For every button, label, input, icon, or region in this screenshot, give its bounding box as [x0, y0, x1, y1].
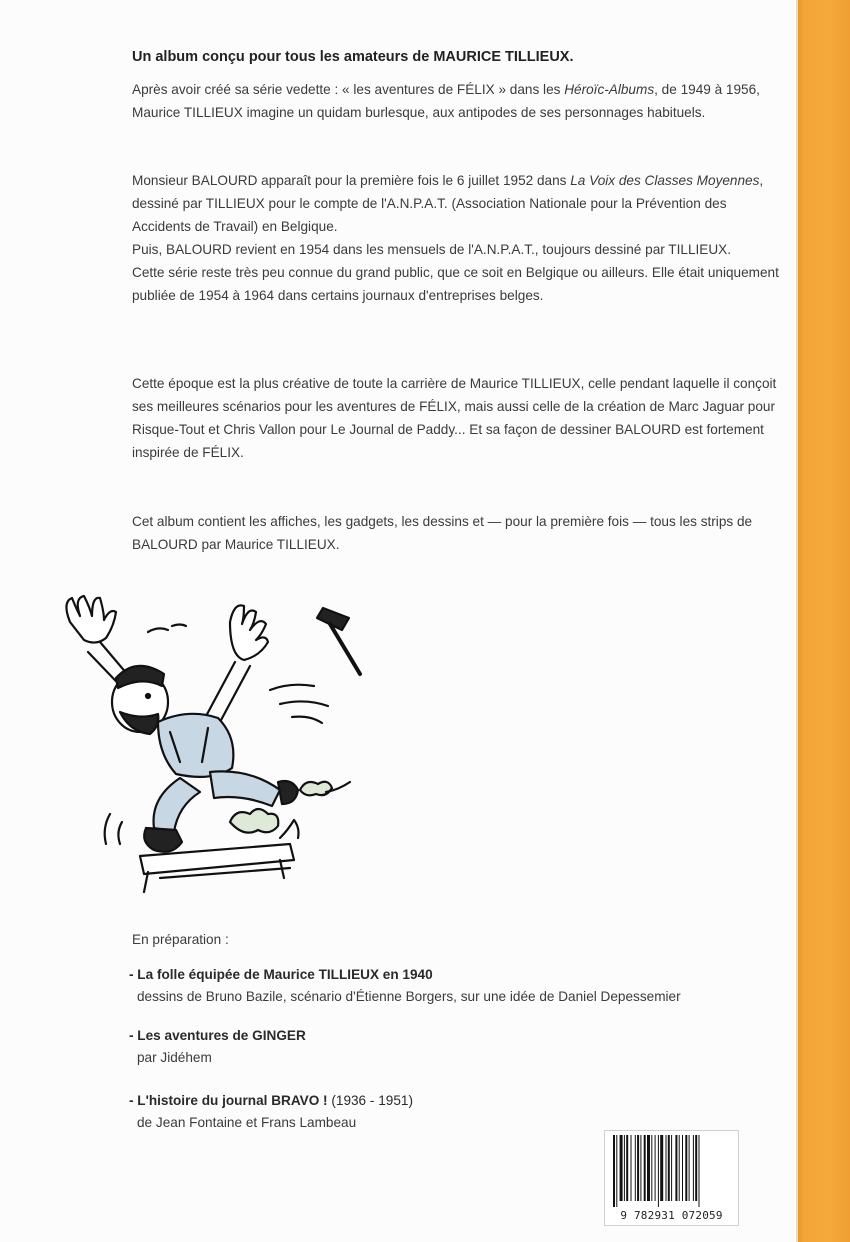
preparation-item-title-text: - Les aventures de GINGER	[129, 1028, 306, 1043]
barcode-bar	[668, 1135, 670, 1201]
barcode-bar	[651, 1135, 652, 1201]
paragraph-intro	[132, 78, 780, 124]
preparation-item-credit: par Jidéhem	[137, 1050, 212, 1065]
barcode-bar	[675, 1135, 677, 1201]
preparation-item	[129, 1090, 779, 1133]
preparation-item-title	[129, 1025, 779, 1047]
barcode-bar	[695, 1135, 697, 1201]
barcode-bar	[626, 1135, 628, 1201]
preparation-item-credit: dessins de Bruno Bazile, scénario d'Étienne Borgers, sur une idée de Daniel Depessemier	[137, 989, 681, 1004]
isbn-barcode	[604, 1130, 739, 1226]
barcode-bar	[644, 1135, 646, 1201]
barcode-bar	[647, 1135, 650, 1201]
barcode-bar	[640, 1135, 641, 1201]
preparation-item-title	[129, 1090, 779, 1112]
barcode-bar	[671, 1135, 672, 1201]
paragraph-text: , dessiné par TILLIEUX pour le compte de l'A.N.P.A.T. (Association Nationale pour la Prévention des Accidents de Travail) en Belgique.	[132, 173, 764, 234]
barcode-bar	[616, 1135, 617, 1207]
balourd-illustration	[30, 582, 370, 902]
preparation-item	[129, 1025, 779, 1068]
barcode-bar	[631, 1135, 632, 1201]
barcode-bar	[689, 1135, 690, 1201]
barcode-bars	[611, 1135, 733, 1207]
intro-title: Un album conçu pour tous les amateurs de MAURICE TILLIEUX.	[132, 49, 574, 65]
book-spine	[798, 0, 850, 1242]
paragraph-text: Cette série reste très peu connue du grand public, que ce soit en Belgique ou ailleurs. Elle était uniquement publiée de 1954 à 1964 dans certains journaux d'entreprises belges.	[132, 265, 779, 303]
paragraph-text: , de 1949 à 1956, Maurice TILLIEUX imagine un quidam burlesque, aux antipodes de ses personnages habituels.	[132, 82, 760, 120]
preparation-item-title-extra: (1936 - 1951)	[327, 1093, 413, 1108]
barcode-bar	[624, 1135, 625, 1201]
paragraph-italic-title: Héroïc-Albums	[564, 82, 655, 97]
isbn-number: 9 782931 072059	[620, 1209, 723, 1222]
barcode-bar	[666, 1135, 667, 1201]
barcode-bar	[613, 1135, 615, 1207]
barcode-bar	[637, 1135, 639, 1201]
paragraph-album-contents: Cet album contient les affiches, les gadgets, les dessins et — pour la première fois — tous les strips de BALOURD par Maurice TILLIEUX.	[132, 514, 753, 552]
barcode-bar	[620, 1135, 623, 1201]
barcode-bar	[655, 1135, 656, 1201]
barcode-bar	[699, 1135, 700, 1207]
barcode-bar	[679, 1135, 680, 1201]
paragraph-text: Après avoir créé sa série vedette : « les aventures de FÉLIX » dans les	[132, 82, 565, 97]
barcode-bar	[658, 1135, 659, 1207]
preparation-item-title	[129, 964, 779, 986]
paragraph-text: Monsieur BALOURD apparaît pour la première fois le 6 juillet 1952 dans	[132, 173, 571, 188]
barcode-bar	[635, 1135, 636, 1201]
barcode-bar	[693, 1135, 694, 1201]
preparation-item-title-text: - L'histoire du journal BRAVO !	[129, 1093, 328, 1108]
preparation-item-credit: de Jean Fontaine et Frans Lambeau	[137, 1115, 357, 1130]
paragraph-balourd-history	[132, 169, 780, 307]
paragraph-italic-title: La Voix des Classes Moyennes	[570, 173, 760, 188]
preparation-heading: En préparation :	[132, 932, 229, 947]
preparation-item	[129, 964, 779, 1007]
paragraph-text: Puis, BALOURD revient en 1954 dans les mensuels de l'A.N.P.A.T., toujours dessiné par TILLIEUX.	[132, 242, 732, 257]
barcode-bar	[660, 1135, 663, 1201]
barcode-bar	[682, 1135, 683, 1201]
paragraph-creative-era: Cette époque est la plus créative de toute la carrière de Maurice TILLIEUX, celle pendant laquelle il conçoit ses meilleures scénarios pour les aventures de FÉLIX, mais aussi celle de la création de Marc Jaguar pour Risque-Tout et Chris Vallon pour Le Journal de Paddy... Et sa façon de dessiner BALOURD est fortement inspirée de FÉLIX.	[132, 376, 777, 460]
barcode-bar	[685, 1135, 687, 1201]
preparation-item-title-text: - La folle équipée de Maurice TILLIEUX en 1940	[129, 967, 433, 982]
